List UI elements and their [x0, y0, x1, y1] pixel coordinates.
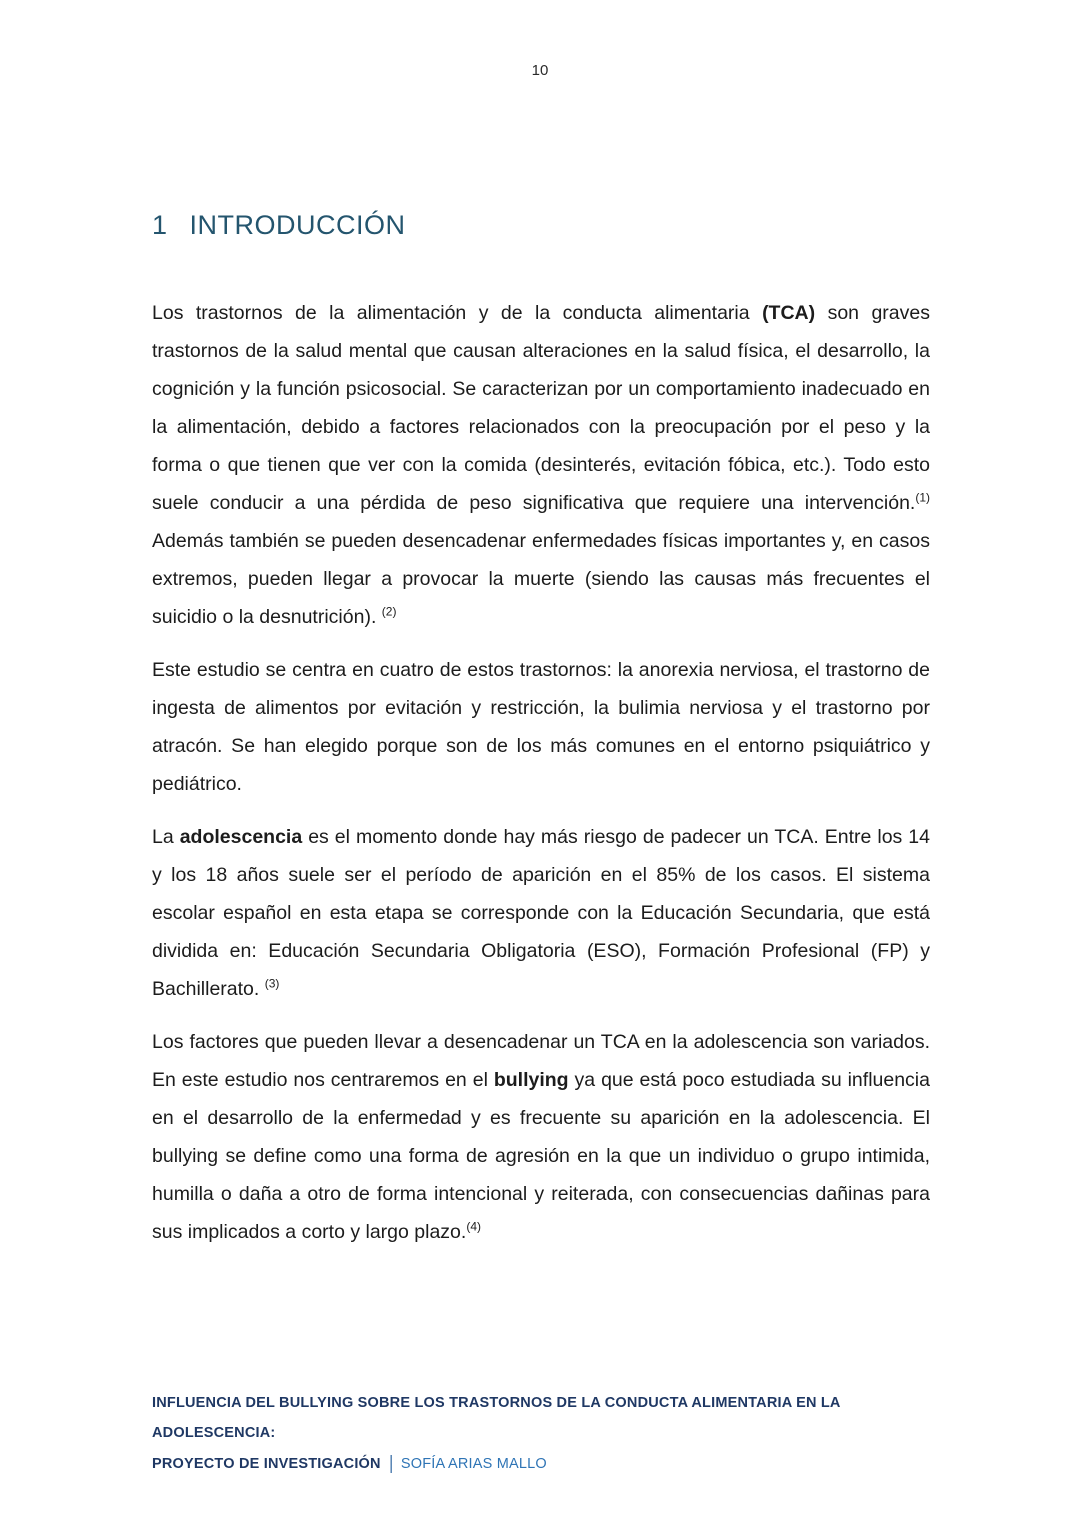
citation-superscript: (2) [381, 604, 397, 619]
bold-text: adolescencia [179, 826, 303, 848]
footer-subtitle: PROYECTO DE INVESTIGACIÓN [152, 1456, 381, 1472]
text-run: ya que está poco estudiada su influencia en el desarrollo de la enfermedad y es frecuente su aparición en la adolescencia. El bullying se define como una forma de agresión en la que un individuo o grupo intimida, humilla o daña a otro de forma intencional y reiterada, con consecuencias dañinas para sus implicados a corto y largo plazo. [152, 1069, 930, 1243]
text-run: Este estudio se centra en cuatro de estos trastornos: la anorexia nerviosa, el trastorno de ingesta de alimentos por evitación y restricción, la bulimia nerviosa y el trastorno por atracón. Se han elegido porque son de los más comunes en el entorno psiquiátrico y pediátrico. [152, 659, 930, 795]
heading-number: 1 [152, 210, 168, 240]
citation-superscript: (3) [264, 976, 280, 991]
footer-separator: | [388, 1453, 394, 1474]
paragraph [152, 818, 930, 1008]
bold-text: bullying [493, 1069, 569, 1091]
footer-title-line2 [152, 1448, 940, 1479]
page-content [152, 208, 930, 1266]
text-run: Los factores que pueden llevar a desencadenar un TCA en la adolescencia son variados. En este estudio nos centraremos en el [152, 1031, 930, 1091]
heading-title: INTRODUCCIÓN [189, 210, 406, 240]
page-number: 10 [531, 62, 549, 79]
citation-superscript: (1) [915, 490, 930, 505]
text-run: La [152, 826, 180, 848]
citation-superscript: (4) [466, 1219, 481, 1234]
footer-title-line1: INFLUENCIA DEL BULLYING SOBRE LOS TRASTORNOS DE LA CONDUCTA ALIMENTARIA EN LA ADOLESCENCIA: [152, 1395, 841, 1441]
text-run: es el momento donde hay más riesgo de padecer un TCA. Entre los 14 y los 18 años suele ser el período de aparición en el 85% de los casos. El sistema escolar español en esta etapa se corresponde con la Educación Secundaria, que está dividida en: Educación Secundaria Obligatoria (ESO), Formación Profesional (FP) y Bachillerato. [152, 826, 930, 1000]
paragraph [152, 651, 930, 803]
document-body [152, 294, 930, 1251]
text-run: Además también se pueden desencadenar enfermedades físicas importantes y, en casos extremos, pueden llegar a provocar la muerte (siendo las causas más frecuentes el suicidio o la desnutrición). [152, 530, 930, 628]
paragraph [152, 294, 930, 636]
section-heading [152, 208, 930, 242]
paragraph [152, 1023, 930, 1251]
text-run: Los trastornos de la alimentación y de la conducta alimentaria [152, 302, 763, 324]
bold-text: (TCA) [762, 302, 816, 324]
text-run: son graves trastornos de la salud mental que causan alteraciones en la salud física, el desarrollo, la cognición y la función psicosocial. Se caracterizan por un comportamiento inadecuado en la alimentación, debido a factores relacionados con la preocupación por el peso y la forma o que tienen que ver con la comida (desinterés, evitación fóbica, etc.). Todo esto suele conducir a una pérdida de peso significativa que requiere una intervención. [152, 302, 930, 514]
page-footer [152, 1388, 940, 1479]
footer-author: SOFÍA ARIAS MALLO [400, 1456, 547, 1472]
